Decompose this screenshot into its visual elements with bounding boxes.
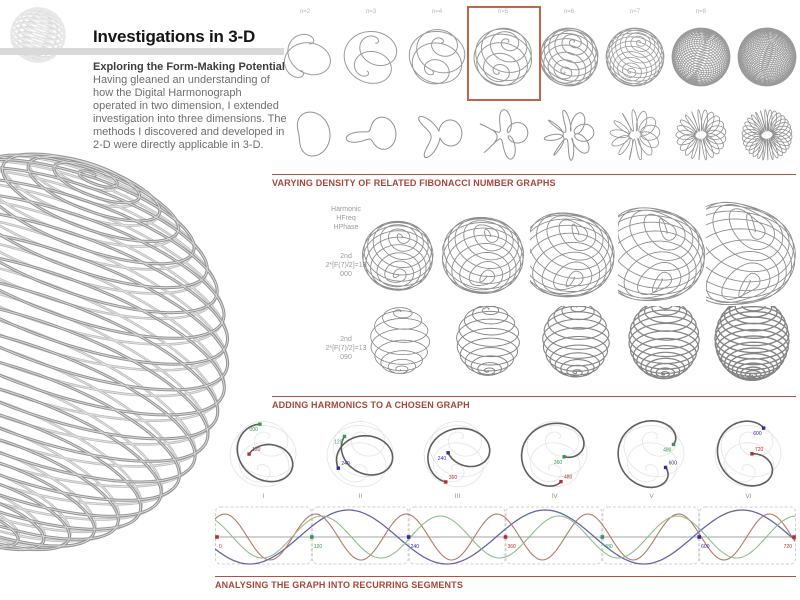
segment-end-dot [750, 452, 753, 455]
curve-path [742, 110, 792, 161]
curve-path [672, 28, 730, 86]
fib-sphere-graph [338, 14, 404, 98]
harmonic-label-line: 2nd [340, 253, 352, 260]
curve-path [610, 110, 660, 160]
segment-start-dot [762, 426, 765, 429]
fib-sphere-graph [404, 14, 470, 98]
fib-sphere-graph [734, 14, 800, 98]
curve-path [715, 306, 789, 380]
curve-path [409, 30, 465, 84]
segment-panel-graph [603, 416, 700, 492]
fib-sphere-graph [668, 14, 734, 98]
harmonic-teardrop-graph [442, 306, 534, 392]
tiny-value-label: 0 [219, 544, 222, 550]
tiny-value-label: 600 [701, 544, 710, 550]
segment-panel-graph [409, 416, 506, 492]
tiny-value-label: 240 [341, 461, 350, 468]
segment-panel-number: II [358, 493, 363, 500]
harmonic-teardrop-graph [354, 306, 446, 392]
fib-torus-graph [668, 98, 734, 172]
strip-boundary-dot [792, 535, 796, 539]
segment-panel-number: IV [551, 493, 558, 500]
segment-end-dot [559, 480, 562, 483]
fib-sphere-graph [602, 14, 668, 98]
fib-torus-graph [470, 98, 536, 172]
segment-end-dot [444, 480, 447, 483]
segment-start-dot [446, 451, 449, 454]
harmonic-label-line: 000 [340, 271, 352, 278]
tiny-value-label: 480 [563, 474, 573, 481]
segment-end-dot [337, 466, 340, 469]
curve-path [543, 306, 610, 377]
curve-path [540, 28, 598, 86]
tiny-value-label: 600 [753, 431, 762, 438]
segment-start-dot [343, 435, 346, 438]
segment-start-dot [258, 422, 261, 425]
title-underline-bar [0, 48, 284, 55]
harmonic-teardrop-graph [618, 306, 710, 392]
caption-adding-harmonics [272, 396, 796, 410]
harmonic-label-line: 2*[F(7)/2]=13 [325, 262, 367, 269]
curve-path [442, 217, 524, 293]
fib-graph-label: n=2 [299, 9, 311, 15]
fib-graph-label: n=3 [365, 9, 377, 15]
segment-panel-number: V [649, 493, 654, 500]
page-title: Investigations in 3-D [93, 27, 256, 46]
fib-sphere-graph [536, 14, 602, 98]
curve-path [606, 28, 664, 86]
curve-path [706, 202, 795, 304]
curve-path [344, 32, 397, 84]
segment-start-dot [672, 443, 675, 446]
fib-torus-graph [602, 98, 668, 172]
harmonic-teardrop-graph [706, 306, 798, 392]
harmonic-label-line: 2*[F(7)/2]=13 [325, 345, 367, 352]
tiny-value-label: 720 [783, 544, 792, 550]
big-sphere-svg [0, 140, 240, 560]
strip-boundary-dot [601, 535, 605, 539]
segment-start-dot [562, 455, 565, 458]
curve-path [297, 112, 330, 156]
fib-torus-graph [338, 98, 404, 172]
harmonic-sphere-graph [706, 200, 798, 312]
fib-torus-graph [404, 98, 470, 172]
segment-panel-number: VI [745, 493, 752, 500]
strip-boundary-dot [504, 535, 508, 539]
harmonic-label-line: 090 [340, 354, 352, 361]
fib-graph-label: n=6 [563, 9, 575, 15]
curve-path [419, 117, 462, 158]
section-subtitle: Exploring the Form-Making Potential [93, 61, 285, 73]
fib-sphere-graph [272, 14, 338, 98]
segment-panel-graph [700, 416, 797, 492]
curve-path [362, 221, 433, 290]
harmonic-label-line: 2nd [340, 336, 352, 343]
mini-sphere-icon [8, 4, 68, 64]
curve-path [738, 28, 796, 86]
caption-fibonacci-graphs [272, 174, 796, 188]
segment-end-dot [247, 452, 250, 455]
segment-panel-number: I [262, 493, 265, 500]
curve-path [0, 154, 228, 549]
tiny-value-label: 120 [313, 544, 323, 550]
tiny-value-label: 360 [553, 459, 563, 466]
tiny-value-label: 480 [604, 544, 613, 550]
tiny-value-label: 720 [754, 446, 764, 453]
curve-path [676, 110, 726, 161]
caption-harmonics-text: ADDING HARMONICS TO A CHOSEN GRAPH [272, 400, 470, 410]
selected-graph-highlight-box [467, 6, 541, 101]
fib-graph-label: n=4 [431, 9, 443, 15]
curve-path [285, 34, 331, 77]
segment-end-dot [664, 466, 667, 469]
segment-panel-graph [215, 416, 312, 492]
caption-fibonacci-text: VARYING DENSITY OF RELATED FIBONACCI NUMBER GRAPHS [272, 178, 556, 188]
harmonic-sphere-graph [354, 200, 446, 312]
curve-path [480, 110, 527, 159]
curve-path [618, 208, 705, 301]
tiny-value-label: 120 [252, 447, 261, 454]
tiny-value-label: 360 [507, 544, 516, 550]
curve-path [544, 110, 594, 160]
intro-paragraph: Having gleaned an understanding of how the Digital Harmonograph operated in two dimension, I extended investigation into three dimensions. The methods I discovered and developed in 2-D were directly applicable in 3-D. [93, 74, 287, 151]
tiny-value-label: 000 [249, 427, 258, 434]
harmonic-teardrop-graph [530, 306, 622, 392]
curve-path [718, 421, 773, 486]
waveform-strip-svg [215, 506, 796, 570]
harmonic-label-line: HPhase [333, 224, 359, 231]
harmonic-label-line: HFreq [336, 215, 356, 222]
fib-graph-label: n=8 [695, 9, 707, 15]
curve-path [457, 306, 520, 375]
fib-graph-label: n=7 [629, 9, 641, 15]
strip-boundary-dot [697, 535, 701, 539]
strip-boundary-dot [215, 535, 219, 539]
tiny-value-label: 600 [668, 460, 677, 467]
fib-torus-graph [272, 98, 338, 172]
tiny-value-label: 240 [410, 544, 420, 550]
caption-segments-text: ANALYSING THE GRAPH INTO RECURRING SEGMENTS [215, 580, 463, 590]
curve-path [530, 213, 614, 297]
tiny-value-label: 480 [663, 447, 672, 454]
fib-torus-graph [536, 98, 602, 172]
segment-panel-number: III [454, 493, 461, 500]
harmonic-sphere-graph [618, 200, 710, 312]
caption-analysing-segments [215, 576, 796, 590]
curve-path [346, 117, 396, 149]
harmonic-sphere-graph [442, 200, 534, 312]
harmonic-sphere-graph [530, 200, 622, 312]
tiny-value-label: 360 [448, 474, 458, 481]
segment-panel-graph [312, 416, 409, 492]
tiny-value-label: 120 [334, 439, 343, 446]
curve-path [629, 306, 699, 379]
fib-torus-graph [734, 98, 800, 172]
strip-boundary-dot [407, 535, 411, 539]
strip-boundary-dot [310, 535, 314, 539]
tiny-value-label: 240 [437, 455, 447, 462]
harmonic-label-line: Harmonic [331, 206, 361, 213]
curve-path [371, 308, 430, 374]
segment-panel-graph [506, 416, 603, 492]
fib-graph-label: n=5 [497, 9, 509, 15]
